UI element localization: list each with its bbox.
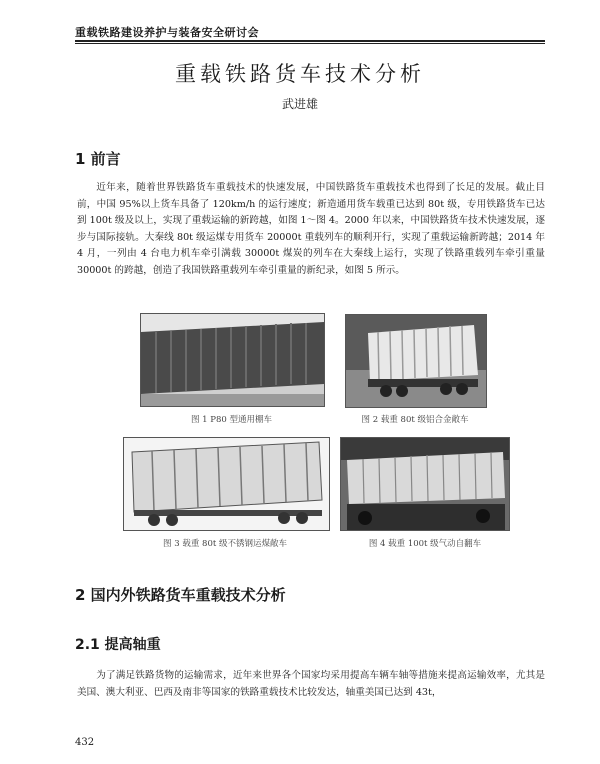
aluminum-gondola-photo-icon bbox=[346, 315, 486, 407]
figure-2-image bbox=[345, 314, 487, 408]
section-1-heading: 1 前言 bbox=[75, 150, 121, 168]
boxcar-photo-icon bbox=[141, 314, 324, 406]
stainless-gondola-photo-icon bbox=[124, 438, 329, 530]
paper-title: 重载铁路货车技术分析 bbox=[175, 62, 425, 86]
section-2-heading: 2 国内外铁路货车重载技术分析 bbox=[75, 586, 286, 604]
figure-3-image bbox=[123, 437, 330, 531]
figure-1-caption: 图 1 P80 型通用棚车 bbox=[190, 415, 273, 425]
dump-car-photo-icon bbox=[341, 438, 509, 530]
figure-3-caption: 图 3 载重 80t 级不锈钢运煤敞车 bbox=[163, 539, 287, 549]
figure-4-image bbox=[340, 437, 510, 531]
author: 武进雄 bbox=[281, 97, 318, 111]
header-rule-thick bbox=[75, 40, 545, 42]
header-rule-thin bbox=[75, 43, 545, 44]
figure-2-caption: 图 2 载重 80t 级铝合金敞车 bbox=[361, 415, 469, 425]
page-number: 432 bbox=[75, 737, 95, 748]
figure-1-image bbox=[140, 313, 325, 407]
section-2-1-paragraph: 为了满足铁路货物的运输需求，近年来世界各个国家均采用提高车辆车轴等措施来提高运输效率，尤其是美国、澳大利亚、巴西及南非等国家的铁路重载技术比较发达，轴重美国已达到 43t， bbox=[77, 670, 545, 698]
section-1-paragraph: 近年来，随着世界铁路货车重载技术的快速发展，中国铁路货车重载技术也得到了长足的发展。截止目前，中国 95%以上货车具备了 120km/h 的运行速度；新造通用货车载重已达到 80t 级，专用铁路货车已达到 100t 级及以上，实现了重载运输的新跨越，如图 1～图 4。2000 年以来，中国铁路货车技术快速发展，逐步与国际接轨。大秦线 80t 级运煤专用货车 20000t 重载列车的顺利开行，实现了重载运输新跨越；2014 年 4 月，一列由 4 台电力机车牵引满载 30000t 煤炭的列车在大秦线上运行，实现了铁路重载列车牵引重量 30000t 的跨越，创造了我国铁路重载列车牵引重量的新纪录，如图 5 所示。 bbox=[77, 182, 545, 276]
figure-4-caption: 图 4 载重 100t 级气动自翻车 bbox=[368, 539, 482, 549]
journal-header: 重载铁路建设养护与装备安全研讨会 bbox=[75, 26, 259, 39]
section-2-1-heading: 2.1 提高轴重 bbox=[75, 637, 161, 653]
